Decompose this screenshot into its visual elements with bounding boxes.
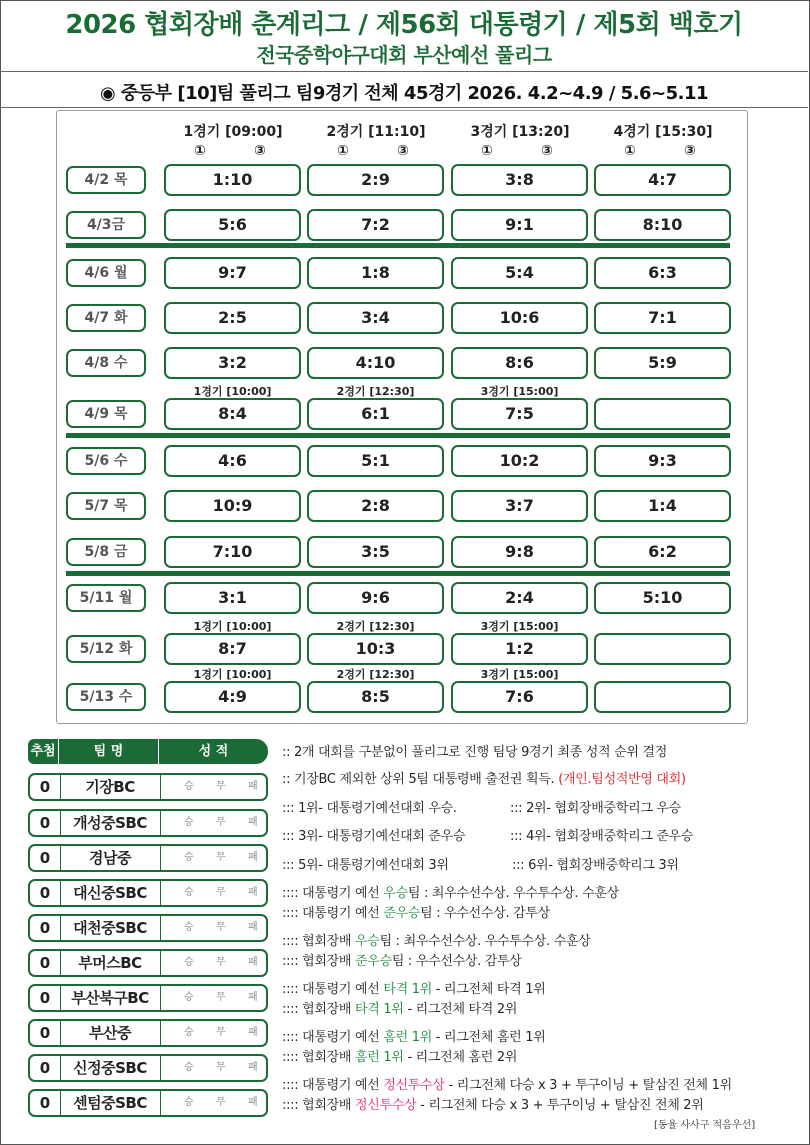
game-cell: 7:6	[451, 681, 588, 713]
game-time-label: 3경기 [15:00]	[480, 668, 559, 681]
team-record	[160, 811, 266, 835]
win-label: 승	[184, 817, 194, 828]
game-time-label: 2경기 [12:30]	[336, 620, 415, 633]
award-note: :::: 대통령기 예선 타격 1위 - 리그전체 타격 1위	[282, 982, 546, 997]
game-cell: 6:1	[307, 398, 444, 430]
note-rank-3: ::: 3위- 대통령기예선대회 준우승	[282, 829, 466, 844]
standings-row	[28, 879, 268, 907]
standings-row	[28, 984, 268, 1012]
loss-label: 패	[248, 957, 258, 968]
note-rank-4: ::: 4위- 협회장배중학리그 준우승	[510, 829, 694, 844]
award-note: :::: 협회장배 우승팀 : 최우수선수상. 우수투수상. 수훈상	[282, 934, 591, 949]
standings-row	[28, 949, 268, 977]
game-cell: 10:9	[164, 490, 301, 522]
draw-label: 무	[216, 817, 226, 828]
seed-number: 0	[30, 916, 61, 940]
page-subtitle: 전국중학야구대회 부산예선 풀리그	[256, 43, 552, 67]
divider	[0, 71, 808, 72]
game-cell: 10:6	[451, 302, 588, 334]
game-cell: 6:2	[594, 536, 731, 568]
standings-row	[28, 1019, 268, 1047]
game-cell: 2:8	[307, 490, 444, 522]
seed-number: 0	[30, 986, 61, 1010]
draw-label: 무	[216, 922, 226, 933]
game-cell: 7:2	[307, 209, 444, 241]
team-header: 팀 명	[59, 739, 158, 764]
game-cell: 7:1	[594, 302, 731, 334]
result-header: 성 적	[159, 739, 268, 764]
game-cell: 4:9	[164, 681, 301, 713]
award-note: :::: 협회장배 정신투수상 - 리그전체 다승 x 3 + 투구이닝 + 탈삼진 전체 2위	[282, 1098, 704, 1113]
standings-row	[28, 809, 268, 837]
seed-number: 0	[30, 775, 61, 799]
game-time-label: 2경기 [12:30]	[336, 385, 415, 398]
loss-label: 패	[248, 781, 258, 792]
game-cell: 5:4	[451, 257, 588, 289]
seed-number: 0	[30, 846, 61, 870]
team-record	[160, 1056, 266, 1080]
loss-label: 패	[248, 992, 258, 1003]
note-rule: :: 2개 대회를 구분없이 풀리그로 진행 팀당 9경기 최종 성적 순위 결정	[282, 745, 667, 760]
game-cell: 9:1	[451, 209, 588, 241]
court-3-marker: ③	[684, 143, 696, 159]
column-header: 4경기 [15:30]	[613, 124, 713, 140]
draw-label: 무	[216, 781, 226, 792]
loss-label: 패	[248, 922, 258, 933]
court-1-marker: ①	[481, 143, 493, 159]
game-cell: 3:4	[307, 302, 444, 334]
award-note: :::: 대통령기 예선 홈런 1위 - 리그전체 홈런 1위	[282, 1030, 546, 1045]
award-note: :::: 협회장배 타격 1위 - 리그전체 타격 2위	[282, 1002, 518, 1017]
award-note: :::: 대통령기 예선 정신투수상 - 리그전체 다승 x 3 + 투구이닝 + 탈삼진 전체 1위	[282, 1078, 732, 1093]
game-cell: 9:3	[594, 445, 731, 477]
award-note: :::: 대통령기 예선 준우승팀 : 우수선수상. 감투상	[282, 906, 550, 921]
award-note: :::: 협회장배 홈런 1위 - 리그전체 홈런 2위	[282, 1050, 518, 1065]
team-name: 센텀중SBC	[60, 1091, 161, 1115]
draw-label: 무	[216, 957, 226, 968]
loss-label: 패	[248, 1097, 258, 1108]
note-qualify: :: 기장BC 제외한 상위 5팀 대통령배 출전권 획득. (개인.팀성적반영 대회)	[282, 772, 686, 787]
win-label: 승	[184, 781, 194, 792]
game-cell: 4:7	[594, 164, 731, 196]
week-separator	[66, 571, 730, 576]
game-cell: 5:9	[594, 347, 731, 379]
team-name: 신정중SBC	[60, 1056, 161, 1080]
team-name: 경남중	[60, 846, 161, 870]
date-label: 4/9 목	[66, 400, 146, 428]
game-time-label: 3경기 [15:00]	[480, 385, 559, 398]
seed-number: 0	[30, 1091, 61, 1115]
team-name: 부산중	[60, 1021, 161, 1045]
divider	[0, 107, 808, 108]
game-cell	[594, 633, 731, 665]
note-rank-6: ::: 6위- 협회장배중학리그 3위	[512, 858, 679, 873]
week-separator	[66, 243, 730, 248]
game-cell: 2:5	[164, 302, 301, 334]
week-separator	[66, 433, 730, 438]
game-cell: 1:8	[307, 257, 444, 289]
draw-label: 무	[216, 1062, 226, 1073]
win-label: 승	[184, 887, 194, 898]
court-3-marker: ③	[397, 143, 409, 159]
team-record	[160, 1091, 266, 1115]
game-cell: 5:6	[164, 209, 301, 241]
game-time-label: 1경기 [10:00]	[193, 620, 272, 633]
game-cell: 3:8	[451, 164, 588, 196]
standings-row	[28, 914, 268, 942]
column-header: 3경기 [13:20]	[470, 124, 570, 140]
loss-label: 패	[248, 817, 258, 828]
team-record	[160, 916, 266, 940]
game-cell: 1:2	[451, 633, 588, 665]
loss-label: 패	[248, 887, 258, 898]
draw-label: 무	[216, 992, 226, 1003]
date-label: 4/2 목	[66, 166, 146, 194]
date-label: 5/13 수	[66, 683, 146, 711]
page-title: 2026 협회장배 춘계리그 / 제56회 대통령기 / 제5회 백호기	[65, 10, 743, 40]
standings-row	[28, 1054, 268, 1082]
award-note: :::: 협회장배 준우승팀 : 우수선수상. 감투상	[282, 954, 522, 969]
game-cell: 10:3	[307, 633, 444, 665]
date-label: 5/6 수	[66, 447, 146, 475]
award-note: :::: 대통령기 예선 우승팀 : 최우수선수상. 우수투수상. 수훈상	[282, 886, 619, 901]
seed-number: 0	[30, 1056, 61, 1080]
game-cell: 8:6	[451, 347, 588, 379]
game-cell: 3:2	[164, 347, 301, 379]
court-3-marker: ③	[541, 143, 553, 159]
date-label: 4/7 화	[66, 304, 146, 332]
note-rank-2: ::: 2위- 협회장배중학리그 우승	[510, 801, 681, 816]
draw-label: 무	[216, 852, 226, 863]
game-cell: 3:5	[307, 536, 444, 568]
win-label: 승	[184, 957, 194, 968]
game-cell: 8:7	[164, 633, 301, 665]
game-cell: 7:10	[164, 536, 301, 568]
game-cell: 10:2	[451, 445, 588, 477]
game-cell: 1:10	[164, 164, 301, 196]
date-label: 5/8 금	[66, 538, 146, 566]
game-cell: 9:7	[164, 257, 301, 289]
note-rank-1: ::: 1위- 대통령기예선대회 우승.	[282, 801, 457, 816]
game-cell	[594, 398, 731, 430]
standings-row	[28, 1089, 268, 1117]
note-rank-5: ::: 5위- 대통령기예선대회 3위	[282, 858, 449, 873]
date-label: 5/11 월	[66, 584, 146, 612]
game-time-label: 3경기 [15:00]	[480, 620, 559, 633]
court-1-marker: ①	[337, 143, 349, 159]
draw-label: 무	[216, 887, 226, 898]
loss-label: 패	[248, 1027, 258, 1038]
seed-number: 0	[30, 951, 61, 975]
game-cell: 8:5	[307, 681, 444, 713]
team-record	[160, 881, 266, 905]
seed-number: 0	[30, 1021, 61, 1045]
win-label: 승	[184, 992, 194, 1003]
game-cell: 8:4	[164, 398, 301, 430]
court-3-marker: ③	[254, 143, 266, 159]
game-cell: 7:5	[451, 398, 588, 430]
game-cell: 5:1	[307, 445, 444, 477]
column-header: 1경기 [09:00]	[183, 124, 283, 140]
game-cell: 5:10	[594, 582, 731, 614]
court-1-marker: ①	[624, 143, 636, 159]
win-label: 승	[184, 1062, 194, 1073]
team-name: 부머스BC	[60, 951, 161, 975]
seed-number: 0	[30, 881, 61, 905]
win-label: 승	[184, 922, 194, 933]
game-cell: 4:6	[164, 445, 301, 477]
team-record	[160, 1021, 266, 1045]
standings-header	[28, 739, 268, 764]
team-name: 부산북구BC	[60, 986, 161, 1010]
game-cell: 2:4	[451, 582, 588, 614]
game-cell: 9:8	[451, 536, 588, 568]
team-record	[160, 951, 266, 975]
team-name: 대신중SBC	[60, 881, 161, 905]
game-time-label: 2경기 [12:30]	[336, 668, 415, 681]
court-1-marker: ①	[194, 143, 206, 159]
win-label: 승	[184, 1027, 194, 1038]
game-cell: 3:7	[451, 490, 588, 522]
game-cell: 8:10	[594, 209, 731, 241]
game-cell: 6:3	[594, 257, 731, 289]
draw-label: 무	[216, 1027, 226, 1038]
date-label: 5/12 화	[66, 635, 146, 663]
date-label: 4/3금	[66, 211, 146, 239]
win-label: 승	[184, 1097, 194, 1108]
date-label: 4/6 월	[66, 259, 146, 287]
game-time-label: 1경기 [10:00]	[193, 385, 272, 398]
loss-label: 패	[248, 852, 258, 863]
win-label: 승	[184, 852, 194, 863]
loss-label: 패	[248, 1062, 258, 1073]
draw-label: 무	[216, 1097, 226, 1108]
division-info: ◉ 중등부 [10]팀 풀리그 팀9경기 전체 45경기 2026. 4.2~4.9 / 5.6~5.11	[99, 83, 709, 104]
seed-number: 0	[30, 811, 61, 835]
game-cell: 4:10	[307, 347, 444, 379]
team-name: 개성중SBC	[60, 811, 161, 835]
column-header: 2경기 [11:10]	[326, 124, 426, 140]
seed-header: 추첨	[28, 739, 58, 764]
game-cell: 9:6	[307, 582, 444, 614]
game-time-label: 1경기 [10:00]	[193, 668, 272, 681]
game-cell: 2:9	[307, 164, 444, 196]
standings-row	[28, 844, 268, 872]
game-cell: 1:4	[594, 490, 731, 522]
team-name: 대천중SBC	[60, 916, 161, 940]
team-record	[160, 986, 266, 1010]
game-cell	[594, 681, 731, 713]
footnote: [동율 사사구 적음우선]	[654, 1120, 756, 1131]
team-name: 기장BC	[60, 775, 161, 799]
team-record	[160, 846, 266, 870]
date-label: 4/8 수	[66, 349, 146, 377]
team-record	[160, 775, 266, 799]
date-label: 5/7 목	[66, 492, 146, 520]
standings-row	[28, 773, 268, 801]
game-cell: 3:1	[164, 582, 301, 614]
